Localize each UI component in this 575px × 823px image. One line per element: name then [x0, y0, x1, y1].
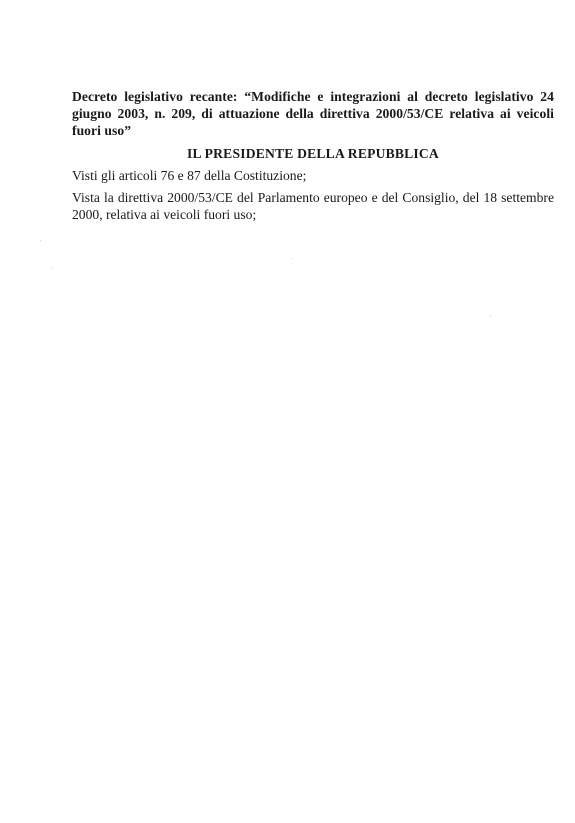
scan-speck: [52, 268, 53, 269]
scan-speck: [40, 240, 41, 241]
scan-speck: [292, 258, 293, 259]
decree-title: Decreto legislativo recante: “Modifiche e integrazioni al decreto legislativo 24 giugno 2003, n. 209, di attuazione della direttiva 2000/53/CE relativa ai veicoli fuori uso”: [72, 89, 554, 138]
paragraph-visti: Visti gli articoli 76 e 87 della Costituzione;: [72, 168, 307, 183]
section-heading: IL PRESIDENTE DELLA REPUBBLICA: [187, 146, 439, 161]
paragraph-vista: Vista la direttiva 2000/53/CE del Parlamento europeo e del Consiglio, del 18 settembre 2000, relativa ai veicoli fuori uso;: [72, 190, 554, 222]
document-body: [72, 88, 554, 223]
scan-speck: [490, 316, 491, 317]
